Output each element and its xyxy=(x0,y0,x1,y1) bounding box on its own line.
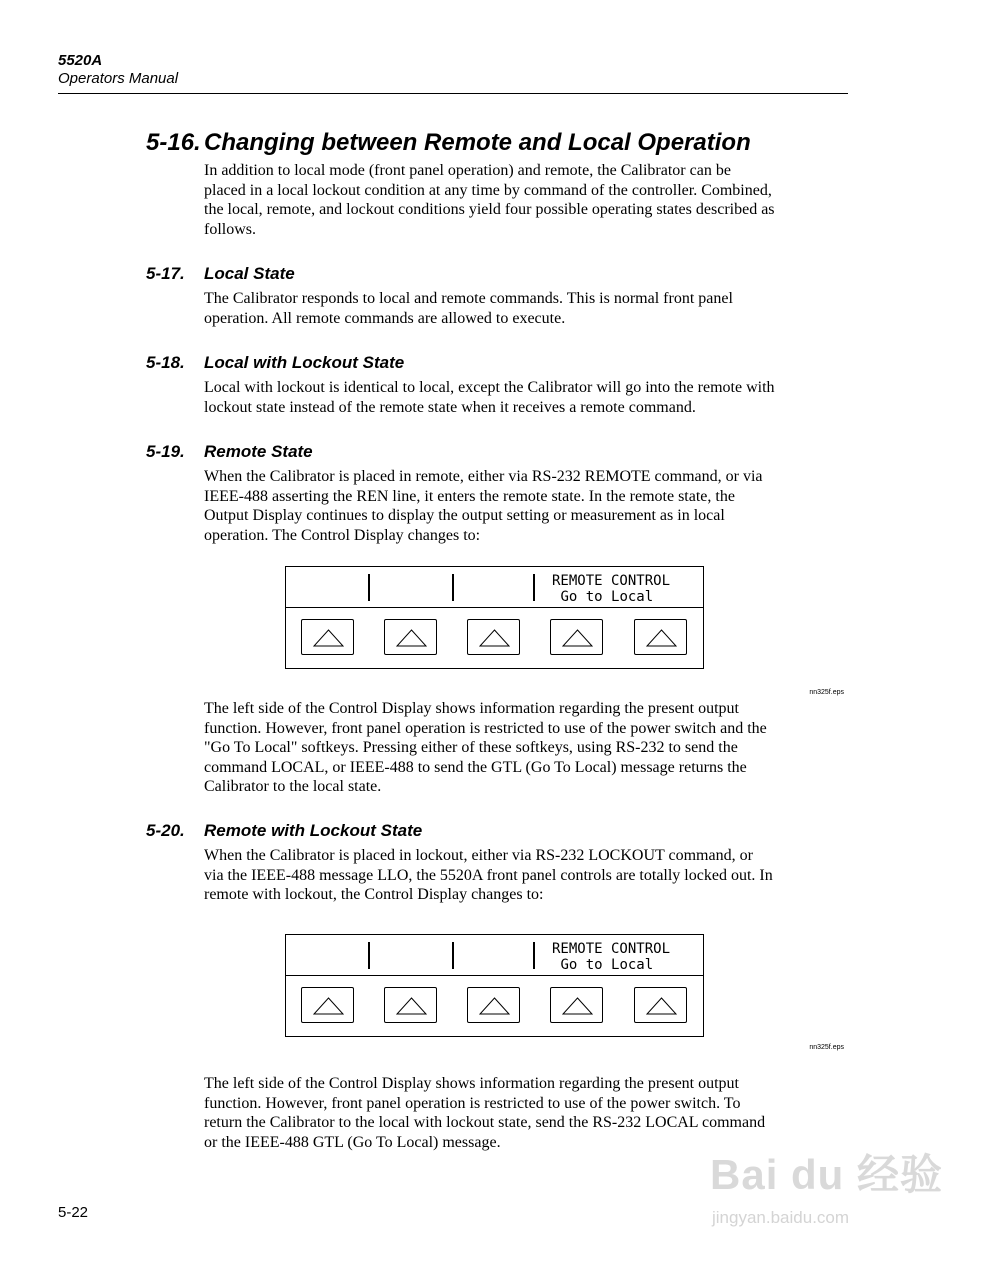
text-line: function. However, front panel operation is restricted to use of the power switch. To xyxy=(204,1094,741,1112)
up-arrow-icon xyxy=(396,997,427,1015)
up-arrow-icon xyxy=(479,997,510,1015)
section-heading xyxy=(146,128,751,158)
up-arrow-icon xyxy=(562,997,593,1015)
text-line: When the Calibrator is placed in lockout, either via RS-232 LOCKOUT command, or xyxy=(204,847,753,864)
up-arrow-icon xyxy=(313,997,344,1015)
manual-model: 5520A xyxy=(58,52,103,69)
display-divider xyxy=(452,942,454,969)
subsection-number: 5-17. xyxy=(146,264,185,283)
display-line-2: Go to Local xyxy=(560,957,654,973)
section-number: 5-16. xyxy=(146,129,201,156)
display-divider xyxy=(533,942,535,969)
subsection-number: 5-18. xyxy=(146,353,185,372)
up-arrow-icon xyxy=(646,997,677,1015)
text-line: function. However, front panel operation is restricted to use of the power switch and the xyxy=(204,719,767,737)
display-divider xyxy=(533,574,535,601)
display-keys-separator xyxy=(286,607,703,608)
text-line: The left side of the Control Display shows information regarding the present output xyxy=(204,700,739,717)
remote-lockout-body xyxy=(204,846,850,905)
baidu-watermark xyxy=(700,1140,944,1250)
section-title: Changing between Remote and Local Operation xyxy=(204,129,751,156)
subsection-title: Remote State xyxy=(204,442,313,461)
text-line: Calibrator to the local state. xyxy=(204,778,382,796)
softkey-5[interactable] xyxy=(634,987,687,1023)
text-line: operation. The Control Display changes to: xyxy=(204,526,481,544)
softkey-3[interactable] xyxy=(467,987,520,1023)
text-line: the local, remote, and lockout conditions yield four possible operating states described as xyxy=(204,201,775,219)
display-keys-separator xyxy=(286,975,703,976)
display-divider xyxy=(452,574,454,601)
text-line: "Go To Local" softkeys. Pressing either of these softkeys, using RS-232 to send the xyxy=(204,739,738,757)
remote-state-body xyxy=(204,467,850,545)
text-line: placed in a local lockout condition at any time by command of the controller. Combined, xyxy=(204,181,772,199)
control-display-text xyxy=(552,941,670,973)
subsection-title: Local State xyxy=(204,264,295,283)
subsection-title: Local with Lockout State xyxy=(204,353,405,372)
text-line: The Calibrator responds to local and remote commands. This is normal front panel xyxy=(204,290,733,307)
text-line: IEEE-488 asserting the REN line, it enters the remote state. In the remote state, the xyxy=(204,487,735,505)
text-line: return the Calibrator to the local with lockout state, send the RS-232 LOCAL command xyxy=(204,1114,766,1132)
softkey-1[interactable] xyxy=(301,619,354,655)
softkey-2[interactable] xyxy=(384,619,437,655)
text-line: Output Display continues to display the output setting or measurement as in local xyxy=(204,507,725,525)
text-line: When the Calibrator is placed in remote, either via RS-232 REMOTE command, or via xyxy=(204,468,763,485)
control-display-figure xyxy=(285,566,704,669)
text-line: remote with lockout, the Control Display changes to: xyxy=(204,886,544,904)
softkey-4[interactable] xyxy=(550,987,603,1023)
text-line: Local with lockout is identical to local, except the Calibrator will go into the remote with xyxy=(204,379,775,396)
display-divider xyxy=(368,574,370,601)
display-line-2: Go to Local xyxy=(560,589,654,605)
subsection-heading-local-state xyxy=(146,264,295,284)
figure-file-label: nn325f.eps xyxy=(809,1044,844,1051)
text-line: In addition to local mode (front panel operation) and remote, the Calibrator can be xyxy=(204,162,731,179)
manual-subtitle: Operators Manual xyxy=(58,70,179,87)
text-line: via the IEEE-488 message LLO, the 5520A front panel controls are totally locked out. In xyxy=(204,866,773,884)
text-line: command LOCAL, or IEEE-488 to send the GTL (Go To Local) message returns the xyxy=(204,758,747,776)
subsection-number: 5-19. xyxy=(146,442,185,461)
softkey-2[interactable] xyxy=(384,987,437,1023)
display-divider xyxy=(368,942,370,969)
local-lockout-body xyxy=(204,378,850,417)
watermark-url: jingyan.baidu.com xyxy=(712,1208,850,1227)
softkey-5[interactable] xyxy=(634,619,687,655)
header-rule xyxy=(58,93,848,94)
text-line: or the IEEE-488 GTL (Go To Local) message. xyxy=(204,1133,501,1151)
local-state-body xyxy=(204,289,850,328)
up-arrow-icon xyxy=(646,629,677,647)
softkey-4[interactable] xyxy=(550,619,603,655)
text-line: lockout state instead of the remote state when it receives a remote command. xyxy=(204,398,696,416)
up-arrow-icon xyxy=(313,629,344,647)
subsection-heading-local-lockout xyxy=(146,353,404,373)
subsection-heading-remote-lockout xyxy=(146,821,422,841)
section-intro xyxy=(204,161,850,239)
subsection-heading-remote-state xyxy=(146,442,313,462)
display-line-1: REMOTE CONTROL xyxy=(552,573,671,589)
softkey-1[interactable] xyxy=(301,987,354,1023)
figure-file-label: nn325f.eps xyxy=(809,689,844,696)
subsection-title: Remote with Lockout State xyxy=(204,821,423,840)
page-number: 5-22 xyxy=(58,1204,89,1221)
remote-state-after-body xyxy=(204,699,850,797)
subsection-number: 5-20. xyxy=(146,821,185,840)
text-line: follows. xyxy=(204,220,256,238)
up-arrow-icon xyxy=(396,629,427,647)
control-display-text xyxy=(552,573,670,605)
up-arrow-icon xyxy=(479,629,510,647)
control-display-figure xyxy=(285,934,704,1037)
text-line: operation. All remote commands are allowed to execute. xyxy=(204,309,566,327)
softkey-3[interactable] xyxy=(467,619,520,655)
watermark-logo: Bai du 经验 xyxy=(710,1151,944,1198)
display-line-1: REMOTE CONTROL xyxy=(552,941,671,957)
up-arrow-icon xyxy=(562,629,593,647)
text-line: The left side of the Control Display shows information regarding the present output xyxy=(204,1075,739,1092)
